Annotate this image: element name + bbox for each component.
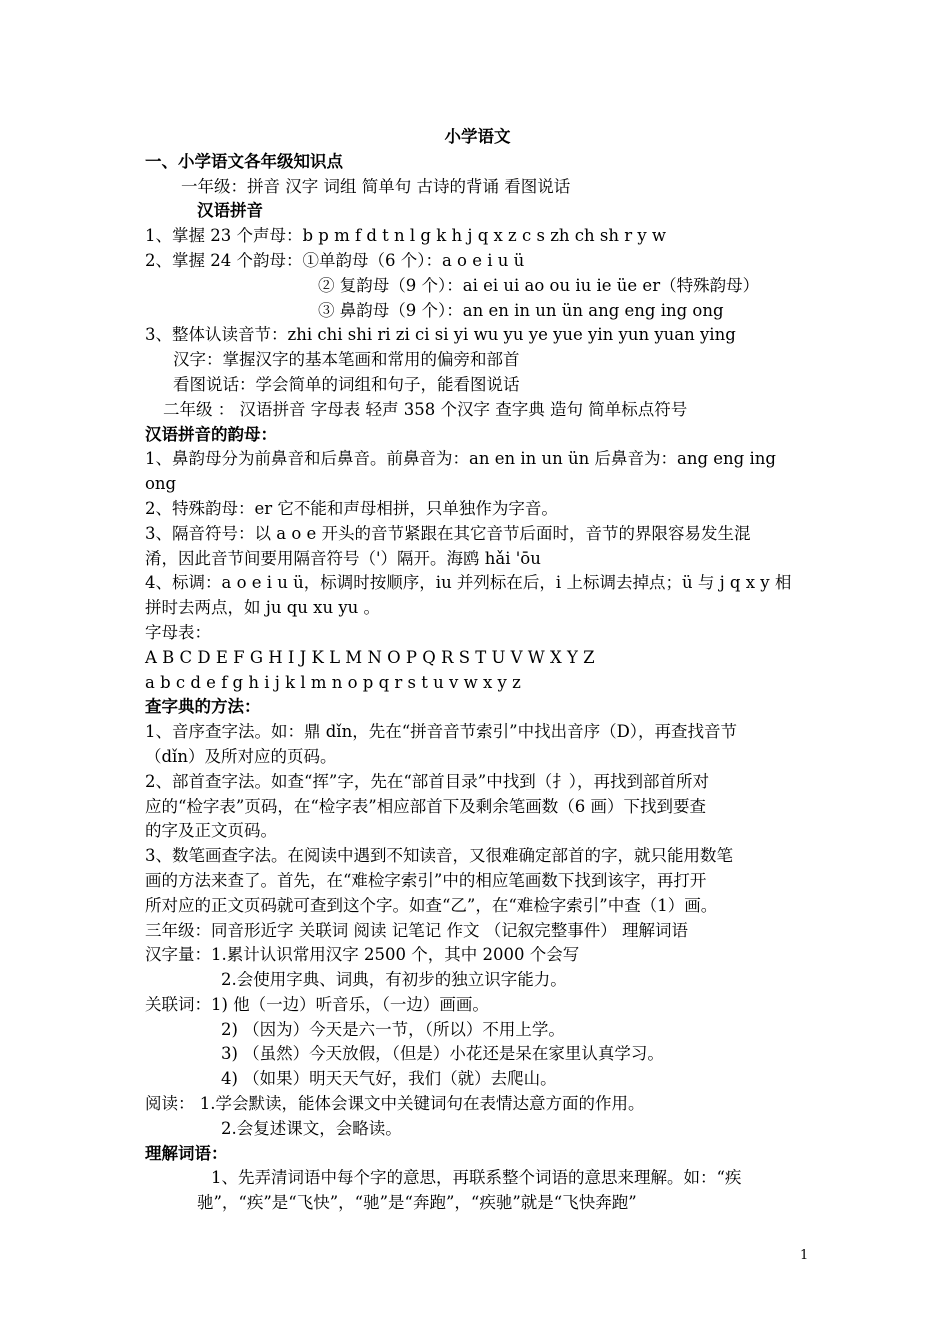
text-line: 3、整体认读音节：zhi chi shi ri zi ci si yi wu yu ye yue yin yun yuan ying xyxy=(145,325,736,345)
text-line: 2、特殊韵母：er 它不能和声母相拼，只单独作为字音。 xyxy=(145,498,558,518)
text-line: 汉字：掌握汉字的基本笔画和常用的偏旁和部首 xyxy=(173,350,520,370)
text-line: 2.会复述课文，会略读。 xyxy=(221,1118,402,1138)
text-line: 看图说话：学会简单的词组和句子，能看图说话 xyxy=(173,374,520,394)
text-line: 关联词：1) 他（一边）听音乐，（一边）画画。 xyxy=(145,994,489,1014)
text-lines xyxy=(145,150,810,1216)
text-line: 1、掌握 23 个声母：b p m f d t n l g k h j q x z c s zh ch sh r y w xyxy=(145,226,667,246)
text-line: 2、掌握 24 个韵母：①单韵母（6 个）：a o e i u ü xyxy=(145,250,525,270)
text-line: 三年级：同音形近字 关联词 阅读 记笔记 作文 （记叙完整事件） 理解词语 xyxy=(145,920,688,940)
text-line: 1、音序查字法。如：鼎 dǐn，先在“拼音音节索引”中找出音序（D），再查找音节 xyxy=(145,722,738,742)
text-line: 驰”，“疾”是“飞快”，“驰”是“奔跑”，“疾驰”就是“飞快奔跑” xyxy=(197,1193,637,1213)
text-line: 1、先弄清词语中每个字的意思，再联系整个词语的意思来理解。如：“疾 xyxy=(211,1168,742,1188)
text-line: 2) （因为）今天是六一节，（所以）不用上学。 xyxy=(221,1019,565,1039)
text-line: 淆，因此音节间要用隔音符号（'）隔开。海鸥 hǎi 'ōu xyxy=(145,548,541,568)
text-line: 汉字量：1.累计认识常用汉字 2500 个，其中 2000 个会写 xyxy=(145,945,580,965)
text-line: 应的“检字表”页码，在“检字表”相应部首下及剩余笔画数（6 画）下找到要查 xyxy=(145,796,706,816)
text-line: 查字典的方法： xyxy=(145,697,261,717)
text-line: ong xyxy=(145,474,177,494)
text-line: ② 复韵母（9 个）：ai ei ui ao ou iu ie üe er（特殊韵母） xyxy=(318,275,760,295)
text-line: 拼时去两点，如 ju qu xu yu 。 xyxy=(145,598,381,618)
text-line: 4) （如果）明天天气好，我们（就）去爬山。 xyxy=(221,1069,557,1089)
text-line: （dǐn）及所对应的页码。 xyxy=(145,746,337,766)
text-line: 阅读： 1.学会默读，能体会课文中关键词句在表情达意方面的作用。 xyxy=(145,1094,645,1114)
text-line: 二年级 ： 汉语拼音 字母表 轻声 358 个汉字 查字典 造句 简单标点符号 xyxy=(163,399,688,419)
text-line: 3、隔音符号：以 a o e 开头的音节紧跟在其它音节后面时，音节的界限容易发生混 xyxy=(145,523,751,543)
document-body xyxy=(145,125,810,1216)
text-line: 3) （虽然）今天放假，（但是）小花还是呆在家里认真学习。 xyxy=(221,1044,664,1064)
text-line: 字母表： xyxy=(145,622,211,642)
text-line: 画的方法来查了。首先，在“难检字索引”中的相应笔画数下找到该字，再打开 xyxy=(145,870,707,890)
text-line: 一、小学语文各年级知识点 xyxy=(145,151,343,171)
text-line: 3、数笔画查字法。在阅读中遇到不知读音，又很难确定部首的字，就只能用数笔 xyxy=(145,846,733,866)
text-line: 的字及正文页码。 xyxy=(145,821,277,841)
text-line: 一年级：拼音 汉字 词组 简单句 古诗的背诵 看图说话 xyxy=(181,176,571,196)
text-line: ③ 鼻韵母（9 个）：an en in un ün ang eng ing ong xyxy=(318,300,724,320)
text-line: 汉语拼音 xyxy=(197,201,263,221)
text-line: A B C D E F G H I J K L M N O P Q R S T U V W X Y Z xyxy=(145,647,595,667)
text-line: 2、部首查字法。如查“挥”字，先在“部首目录”中找到（扌），再找到部首所对 xyxy=(145,771,709,791)
text-line: 理解词语： xyxy=(145,1143,228,1163)
text-line: 所对应的正文页码就可查到这个字。如查“乙”，在“难检字索引”中查（1）画。 xyxy=(145,895,718,915)
text-line: a b c d e f g h i j k l m n o p q r s t u v w x y z xyxy=(145,672,521,692)
text-line: 2.会使用字典、词典，有初步的独立识字能力。 xyxy=(221,970,567,990)
text-line: 汉语拼音的韵母： xyxy=(145,424,277,444)
text-line: 1、鼻韵母分为前鼻音和后鼻音。前鼻音为：an en in un ün 后鼻音为：ang eng ing xyxy=(145,449,776,469)
page-number: 1 xyxy=(800,1248,809,1263)
page-title: 小学语文 xyxy=(444,127,511,146)
text-line: 4、标调：a o e i u ü，标调时按顺序，iu 并列标在后，i 上标调去掉点；ü 与 j q x y 相 xyxy=(145,573,792,593)
